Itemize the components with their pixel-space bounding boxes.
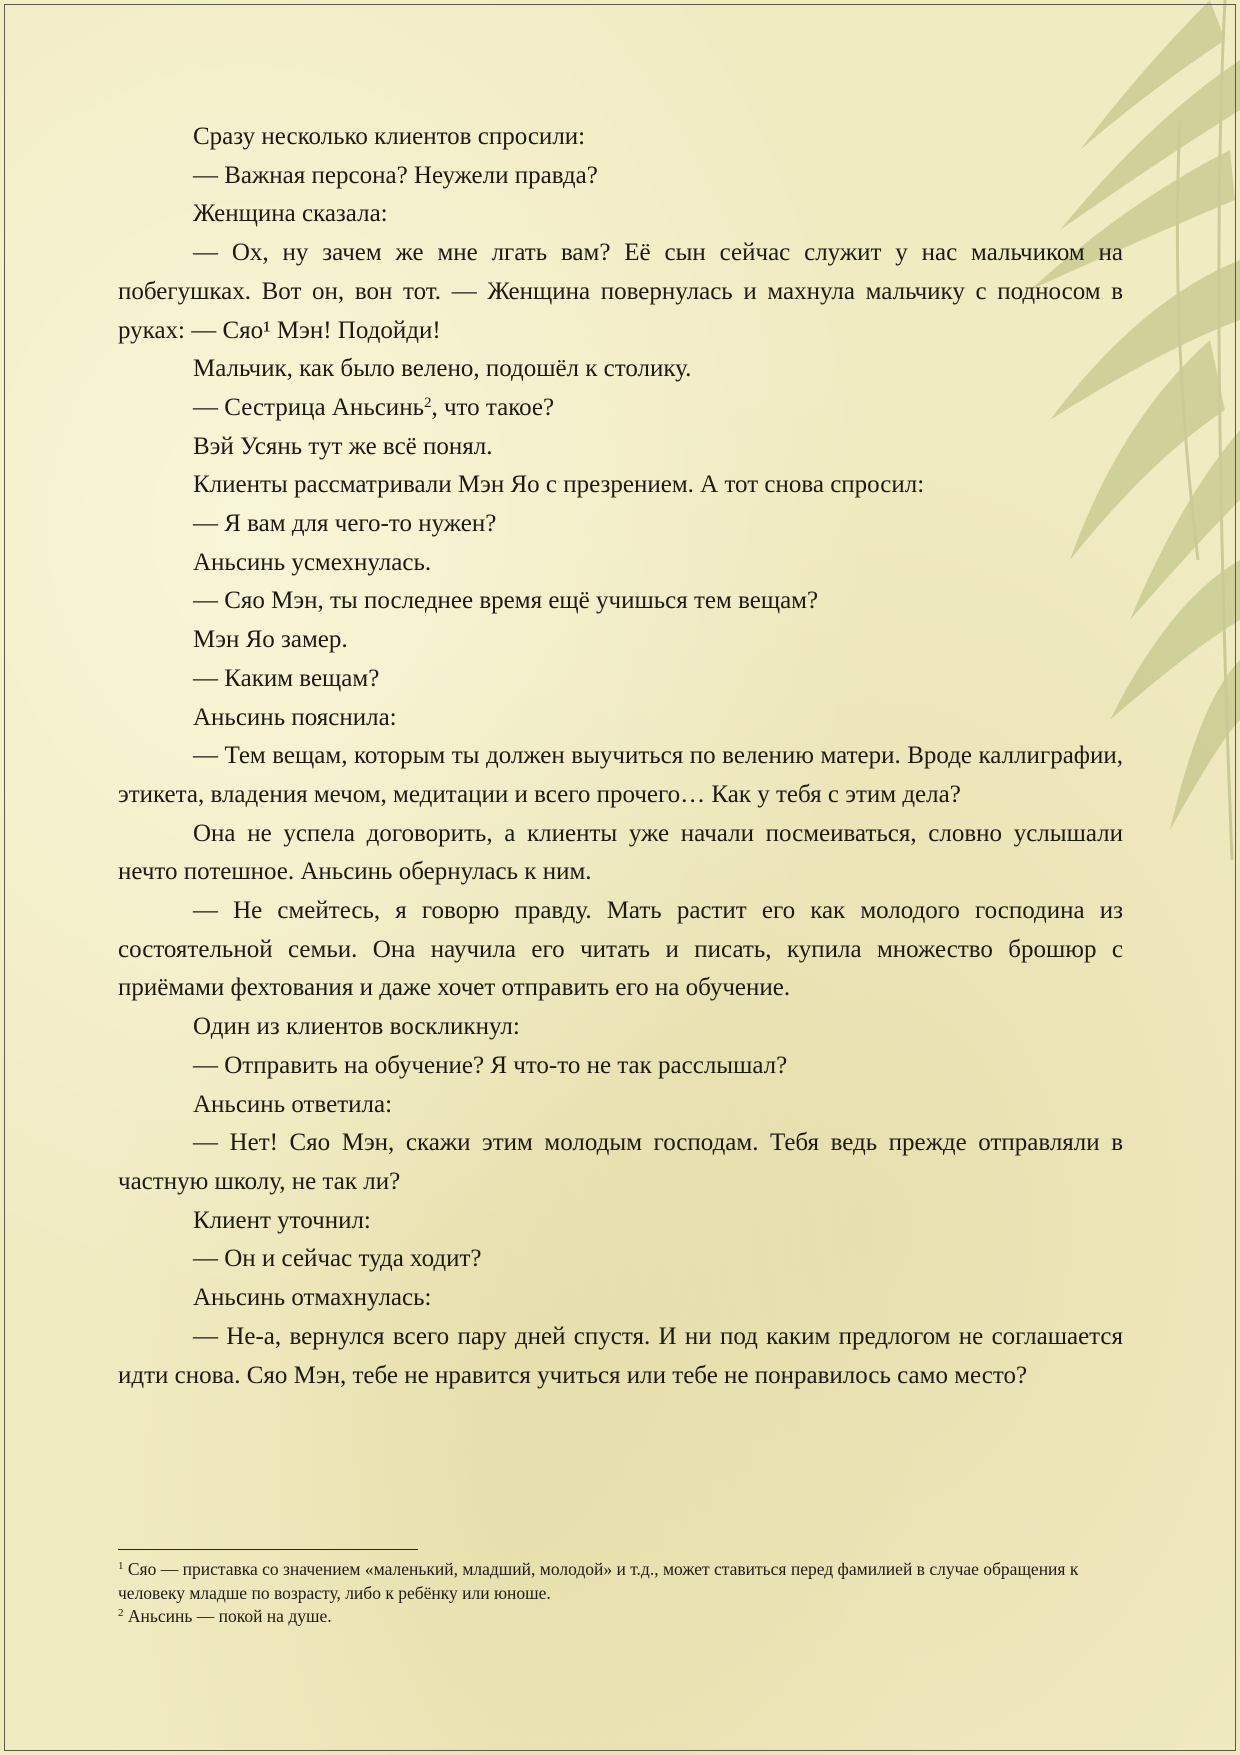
paragraph: Аньсинь отмахнулась: (193, 1284, 432, 1312)
paragraph: — Не смейтесь, я говорю правду. Мать растит его как молодого господина из состоятельной семьи. Она научила его читать и писать, купила множество брошюр с приёмами фехтования и даже хочет отправить его на обучение. (118, 897, 1123, 1002)
paragraph: Аньсинь усмехнулась. (193, 548, 432, 576)
paragraph: Один из клиентов воскликнул: (193, 1013, 520, 1041)
paragraph: Клиенты рассматривали Мэн Яо с презрением. А тот снова спросил: (193, 471, 925, 499)
footnote-reference: 2 (423, 394, 432, 411)
paragraph: Аньсинь ответила: (193, 1090, 393, 1118)
paragraph: Мальчик, как было велено, подошёл к столику. (193, 355, 692, 383)
footnote (118, 1558, 1123, 1605)
footnote-marker: 1 (118, 1560, 124, 1572)
paragraph: Она не успела договорить, а клиенты уже начали посмеиваться, словно услышали нечто потешное. Аньсинь обернулась к ним. (118, 819, 1123, 886)
footnotes (118, 1558, 1123, 1629)
footnote (118, 1605, 1123, 1629)
paragraph: — Я вам для чего-то нужен? (193, 510, 497, 538)
paragraph: — Нет! Сяо Мэн, скажи этим молодым господам. Тебя ведь прежде отправляли в частную школу, не так ли? (118, 1129, 1123, 1195)
paragraph-text: , что такое? (431, 393, 555, 421)
paragraph: — Не-а, вернулся всего пару дней спустя. И ни под каким предлогом не соглашается идти снова. Сяо Мэн, тебе не нравится учиться или тебе не понравилось само место? (118, 1322, 1123, 1389)
paragraph: — Сяо Мэн, ты последнее время ещё учишься тем вещам? (193, 587, 819, 615)
paragraph: — Важная персона? Неужели правда? (193, 161, 598, 189)
paragraph: — Каким вещам? (193, 664, 380, 692)
paragraph: — Отправить на обучение? Я что-то не так расслышал? (193, 1051, 788, 1079)
paragraph-with-footnote (118, 389, 1123, 428)
paragraph: — Тем вещам, которым ты должен выучиться по велению матери. Вроде каллиграфии, этикета, владения мечом, медитации и всего прочего… Как у тебя с этим дела? (118, 742, 1123, 808)
paragraph: — Ох, ну зачем же мне лгать вам? Её сын сейчас служит у нас мальчиком на побегушках. Вот он, вон тот. — Женщина повернулась и махнула мальчику с подносом в руках: — Сяо¹ Мэн! Подойди! (118, 239, 1123, 344)
paragraph: Вэй Усянь тут же всё понял. (193, 432, 493, 460)
footnote-text: Аньсинь — покой на душе. (123, 1606, 332, 1626)
paragraph: Клиент уточнил: (193, 1206, 371, 1234)
footnote-text: Сяо — приставка со значением «маленький, младший, молодой» и т.д., может ставиться перед фамилией в случае обращения к человеку младше по возрасту, либо к ребёнку или юноше. (118, 1559, 1079, 1603)
footnote-divider (118, 1549, 418, 1550)
paragraph: Аньсинь пояснила: (193, 703, 397, 731)
main-text (118, 118, 1123, 1395)
paragraph: — Он и сейчас туда ходит? (193, 1245, 482, 1273)
paragraph: Сразу несколько клиентов спросили: (193, 123, 586, 150)
paragraph: Мэн Яо замер. (193, 626, 348, 654)
footnote-marker: 2 (118, 1607, 124, 1619)
paragraph: Женщина сказала: (193, 200, 388, 228)
paragraph-text: — Сестрица Аньсинь (193, 393, 424, 421)
